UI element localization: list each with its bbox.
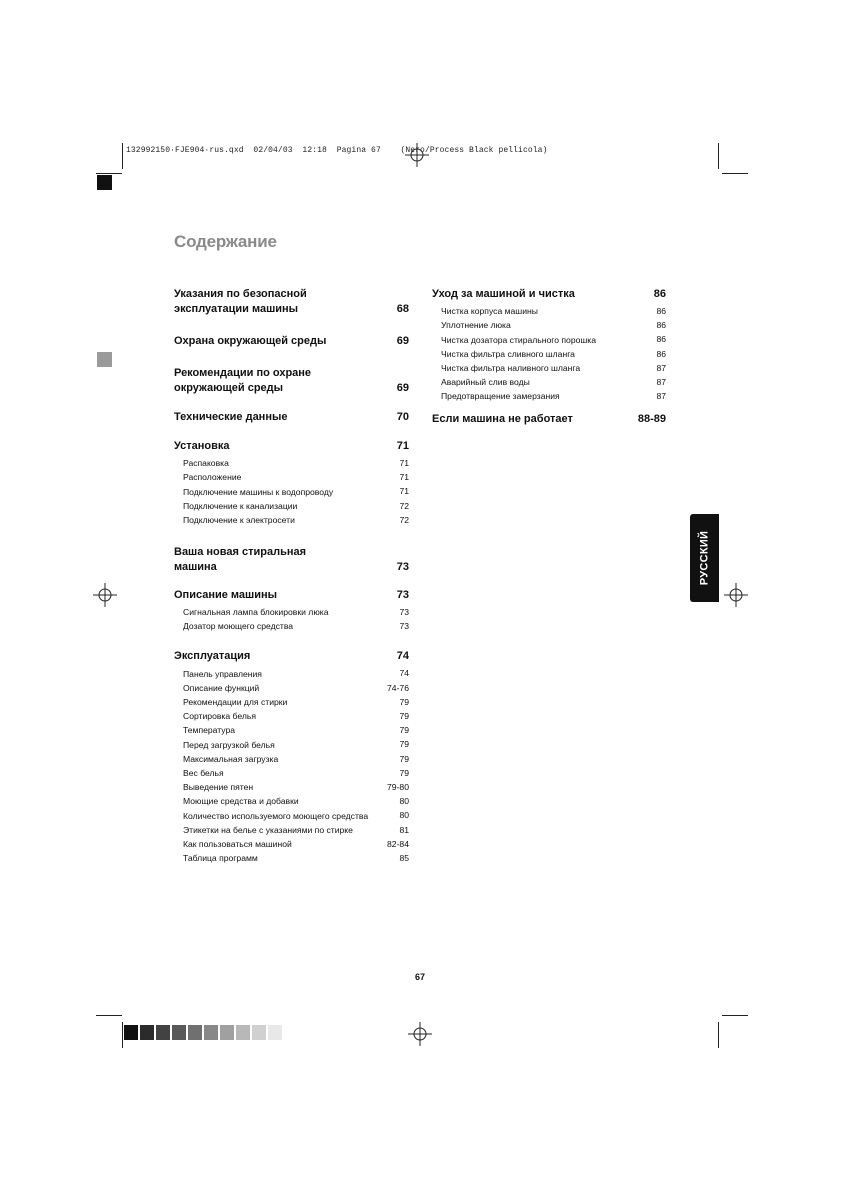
toc-item-list xyxy=(174,454,409,527)
toc-item xyxy=(174,695,409,709)
toc-item-title: Температура xyxy=(183,725,236,736)
language-tab-label: РУССКИЙ xyxy=(698,530,711,586)
crop-mark xyxy=(122,1022,123,1048)
toc-section xyxy=(432,287,666,403)
toc-item-page: 79-80 xyxy=(387,782,409,793)
toc-item-page: 74 xyxy=(399,668,409,679)
toc-section-heading xyxy=(174,287,409,317)
toc-item-title: Панель управления xyxy=(183,668,262,679)
registration-crosshair-icon xyxy=(408,1022,432,1046)
toc-section-heading xyxy=(432,412,666,427)
language-tab xyxy=(690,514,719,602)
toc-section xyxy=(174,334,409,349)
toc-item xyxy=(174,470,409,484)
toc-item xyxy=(174,780,409,794)
color-swatch xyxy=(188,1025,202,1040)
toc-item-title: Уплотнение люка xyxy=(441,320,511,331)
toc-section xyxy=(174,545,409,575)
crop-mark xyxy=(718,143,719,169)
color-swatch xyxy=(172,1025,186,1040)
toc-item-title: Подключение к канализации xyxy=(183,500,298,511)
toc-section-page: 70 xyxy=(396,411,409,423)
toc-section-page: 68 xyxy=(396,303,409,315)
registration-square-black xyxy=(97,175,112,190)
toc-item-list xyxy=(174,664,409,865)
toc-item-title: Сигнальная лампа блокировки люка xyxy=(183,607,329,618)
toc-item-title: Расположение xyxy=(183,472,242,483)
toc-item xyxy=(432,318,666,332)
toc-item-page: 79 xyxy=(399,767,409,778)
toc-item xyxy=(174,666,409,680)
color-swatch xyxy=(236,1025,250,1040)
toc-section-title: Рекомендации по охране окружающей среды xyxy=(174,367,312,394)
toc-section-title: Технические данные xyxy=(174,411,288,423)
toc-item-title: Распаковка xyxy=(183,458,229,469)
toc-item-page: 85 xyxy=(399,853,409,864)
toc-item-title: Выведение пятен xyxy=(183,782,254,793)
toc-section-page: 71 xyxy=(396,440,409,452)
toc-item xyxy=(174,737,409,751)
toc-section-heading xyxy=(174,410,409,425)
toc-section xyxy=(174,588,409,633)
color-bar xyxy=(124,1025,282,1040)
registration-crosshair-icon xyxy=(724,583,748,607)
toc-item xyxy=(432,332,666,346)
toc-item-page: 79 xyxy=(399,711,409,722)
toc-item-title: Перед загрузкой белья xyxy=(183,739,275,750)
toc-item-page: 86 xyxy=(656,348,666,359)
toc-section xyxy=(174,287,409,317)
toc-item-title: Количество используемого моющего средства xyxy=(183,810,369,821)
toc-section xyxy=(174,366,409,396)
toc-section-title: Если машина не работает xyxy=(432,413,573,426)
color-swatch xyxy=(156,1025,170,1040)
toc-item xyxy=(174,837,409,851)
toc-section-heading xyxy=(174,366,409,396)
toc-item-page: 79 xyxy=(399,753,409,764)
toc-item-title: Чистка дозатора стирального порошка xyxy=(441,334,597,345)
toc-item-page: 86 xyxy=(656,306,666,316)
toc-section-page: 86 xyxy=(653,288,666,300)
toc-item xyxy=(432,389,666,403)
toc-item-page: 87 xyxy=(656,362,666,373)
toc-item-title: Чистка корпуса машины xyxy=(441,306,538,317)
toc-item-title: Таблица программ xyxy=(183,853,258,864)
toc-item xyxy=(174,605,409,619)
color-swatch xyxy=(268,1025,282,1040)
toc-section-heading xyxy=(174,439,409,454)
toc-item-page: 72 xyxy=(399,514,409,525)
toc-section-heading xyxy=(174,545,409,575)
toc-section-heading xyxy=(174,588,409,603)
toc-item-page: 81 xyxy=(399,824,409,835)
toc-item-page: 73 xyxy=(399,621,409,632)
toc-section-page: 74 xyxy=(396,650,409,663)
toc-section xyxy=(174,410,409,425)
toc-section xyxy=(432,412,666,427)
color-swatch xyxy=(252,1025,266,1040)
toc-item-page: 80 xyxy=(399,796,409,807)
toc-section-page: 69 xyxy=(396,382,409,394)
toc-section-page: 88-89 xyxy=(637,413,666,426)
toc-item-page: 79 xyxy=(399,739,409,750)
toc-section-title: Ваша новая стиральная машина xyxy=(174,546,307,574)
color-swatch xyxy=(220,1025,234,1040)
toc-section-title: Эксплуатация xyxy=(174,650,251,663)
toc-item-title: Этикетки на белье с указаниями по стирке xyxy=(183,824,353,835)
crop-mark xyxy=(722,1015,748,1016)
toc-section-heading xyxy=(174,649,409,664)
toc-section-page: 69 xyxy=(396,335,409,347)
toc-item-title: Дозатор моющего средства xyxy=(183,621,294,632)
crop-mark xyxy=(96,173,122,174)
toc-item-title: Как пользоваться машиной xyxy=(183,839,292,850)
print-slug: 132992150·FJE904·rus.qxd 02/04/03 12:18 Pagina 67 (Nero/Process Black pellicola) xyxy=(126,146,548,155)
toc-item-title: Чистка фильтра наливного шланга xyxy=(441,363,581,374)
toc-item-title: Чистка фильтра сливного шланга xyxy=(441,348,575,359)
page-number: 67 xyxy=(415,972,426,982)
toc-item xyxy=(174,499,409,513)
crop-mark xyxy=(722,173,748,174)
toc-item-title: Описание функций xyxy=(183,682,260,693)
toc-section-title: Уход за машиной и чистка xyxy=(432,288,575,300)
toc-section-title: Охрана окружающей среды xyxy=(174,335,327,347)
toc-item xyxy=(174,794,409,808)
registration-square-gray xyxy=(97,352,112,367)
toc-item-page: 87 xyxy=(656,391,666,402)
toc-item-list xyxy=(432,302,666,403)
toc-item-page: 74-76 xyxy=(387,682,409,693)
registration-crosshair-icon xyxy=(405,143,429,167)
toc-item-page: 71 xyxy=(399,486,409,497)
toc-section-heading xyxy=(174,334,409,349)
toc-item xyxy=(174,723,409,737)
crop-mark xyxy=(718,1022,719,1048)
toc-item xyxy=(432,347,666,361)
toc-left-column xyxy=(174,287,409,865)
toc-item-title: Предотвращение замерзания xyxy=(441,391,560,402)
toc-item-page: 86 xyxy=(656,320,666,331)
toc-section-title: Указания по безопасной эксплуатации машины xyxy=(174,288,307,315)
toc-item-page: 72 xyxy=(399,500,409,511)
toc-item xyxy=(174,808,409,822)
toc-item-title: Сортировка белья xyxy=(183,711,257,722)
color-swatch xyxy=(140,1025,154,1040)
toc-item-page: 73 xyxy=(399,607,409,618)
color-swatch xyxy=(204,1025,218,1040)
toc-item-title: Максимальная загрузка xyxy=(183,753,279,764)
toc-item xyxy=(174,851,409,865)
registration-crosshair-icon xyxy=(93,583,117,607)
crop-mark xyxy=(96,1015,122,1016)
toc-item-page: 86 xyxy=(656,334,666,345)
toc-item-list xyxy=(174,603,409,633)
toc-item-page: 71 xyxy=(399,472,409,483)
crop-mark xyxy=(122,143,123,169)
toc-section-heading xyxy=(432,287,666,302)
page-title: Содержание xyxy=(174,232,277,251)
toc-item xyxy=(174,681,409,695)
toc-item xyxy=(174,709,409,723)
toc-item xyxy=(174,513,409,527)
toc-item xyxy=(432,304,666,318)
toc-item-title: Подключение машины к водопроводу xyxy=(183,486,334,497)
toc-section-title: Описание машины xyxy=(174,589,277,602)
toc-item xyxy=(174,456,409,470)
toc-section-page: 73 xyxy=(396,561,409,574)
toc-item-title: Вес белья xyxy=(183,768,224,779)
toc-section-page: 73 xyxy=(396,589,409,602)
toc-item xyxy=(174,766,409,780)
toc-section xyxy=(174,439,409,527)
toc-item-page: 71 xyxy=(399,458,409,468)
toc-item-title: Подключение к электросети xyxy=(183,515,295,526)
toc-item-page: 87 xyxy=(656,377,666,388)
toc-item-page: 79 xyxy=(399,696,409,707)
toc-item-page: 80 xyxy=(399,810,409,821)
toc-item-title: Моющие средства и добавки xyxy=(183,796,299,807)
toc-item-title: Рекомендации для стирки xyxy=(183,697,288,708)
toc-item xyxy=(432,361,666,375)
toc-item xyxy=(174,752,409,766)
toc-item-title: Аварийный слив воды xyxy=(441,377,530,388)
toc-item xyxy=(174,619,409,633)
toc-right-column xyxy=(432,287,666,427)
toc-item xyxy=(174,484,409,498)
toc-item xyxy=(432,375,666,389)
toc-item-page: 79 xyxy=(399,725,409,736)
toc-section-title: Установка xyxy=(174,440,230,452)
toc-section xyxy=(174,649,409,865)
color-swatch xyxy=(124,1025,138,1040)
toc-item-page: 82-84 xyxy=(387,838,409,849)
toc-item xyxy=(174,823,409,837)
